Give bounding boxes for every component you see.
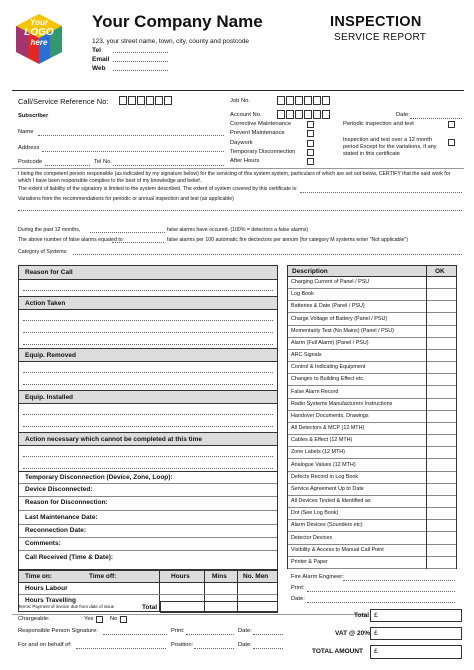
payment-terms: Terms: Payment of invoice due from date of issue	[18, 604, 115, 609]
equip-removed-label: Equip. Removed	[25, 352, 76, 359]
action-taken-header	[19, 296, 277, 310]
removed-line-2[interactable]	[23, 384, 273, 385]
false-alarm-text: false alarms have occured. (100% = detectors a false alarms)	[167, 227, 309, 233]
checklist-ok-cell[interactable]	[427, 301, 456, 313]
checklist-item: Radio Systems Manufacturers Instructions	[288, 399, 426, 411]
temp-disconnection-checkbox[interactable]	[307, 149, 314, 156]
footer-date2-label: Date:	[238, 642, 252, 648]
checklist-item: False Alarm Record	[288, 387, 426, 399]
checklist-ok-cell[interactable]	[427, 338, 456, 350]
corrective-checkbox[interactable]	[307, 121, 314, 128]
checklist-item: Handover Documents, Drawings	[288, 411, 426, 423]
tel-value-line[interactable]	[113, 52, 168, 53]
checklist-item: ARC Signals	[288, 350, 426, 362]
chargeable-yes-checkbox[interactable]	[96, 616, 103, 623]
checklist-ok-cells	[427, 277, 456, 569]
checklist-item: Alarm (Full Alarm) (Panel / PSU)	[288, 338, 426, 350]
header-divider	[12, 90, 464, 91]
reconnection-date-label: Reconnection Date:	[25, 527, 87, 534]
checklist-ok-cell[interactable]	[427, 533, 456, 545]
service-type-daywork: Daywork	[230, 140, 253, 146]
checklist-ok-cell[interactable]	[427, 411, 456, 423]
no-men-header: No. Men	[243, 573, 269, 580]
variations-text: Variations from the recommendations for periodic or annual inspection and test (as applicable)	[18, 196, 234, 202]
comments-label: Comments:	[25, 540, 61, 547]
reason-for-call-header	[19, 266, 277, 280]
checklist-ok-cell[interactable]	[427, 314, 456, 326]
time-row-divider	[19, 594, 277, 595]
checklist-rows	[288, 277, 426, 569]
company-name: Your Company Name	[92, 12, 263, 31]
checklist-ok-cell[interactable]	[427, 545, 456, 557]
disconnect-divider	[19, 471, 277, 472]
checklist-ok-cell[interactable]	[427, 496, 456, 508]
tel-no-label: Tel No.	[94, 159, 113, 165]
work-details-panel	[18, 265, 278, 570]
during-12-months-label: During the past 12 months,	[18, 227, 81, 233]
total-amount-label: TOTAL AMOUNT	[312, 648, 364, 655]
row-divider-5	[19, 537, 277, 538]
on-behalf-field[interactable]	[76, 648, 166, 649]
tel-no-field[interactable]	[113, 165, 224, 166]
email-value-line[interactable]	[113, 61, 168, 62]
checklist-item: Charge Voltage of Battery (Panel / PSU)	[288, 314, 426, 326]
address-label: Address	[18, 145, 40, 151]
checklist-item: Zone Labels (12 MTH)	[288, 447, 426, 459]
service-type-corrective: Corrective Maintenance	[230, 121, 292, 127]
equip-installed-header	[19, 390, 277, 404]
chargeable-yes-label: Yes	[84, 616, 94, 622]
checklist-item: Charging Current of Panel / PSU	[288, 277, 426, 289]
action-line-2[interactable]	[23, 332, 273, 333]
web-label: Web	[92, 65, 106, 72]
info-divider	[12, 168, 464, 169]
tel-label: Tel	[92, 47, 101, 54]
checklist-ok-cell[interactable]	[427, 460, 456, 472]
total-currency: £	[374, 612, 378, 619]
checklist-ok-cell[interactable]	[427, 374, 456, 386]
system-extent-field[interactable]	[300, 192, 462, 193]
time-total-box[interactable]	[160, 601, 278, 613]
per-100-text: false alarms per 100 automatic fire dectectors per annum (for category M systems enter "Not applicable")	[167, 237, 408, 243]
signature-field[interactable]	[103, 634, 167, 635]
last-maintenance-label: Last Maintenance Date:	[25, 514, 98, 521]
row-divider-3	[19, 510, 277, 511]
footer-date2-field[interactable]	[253, 648, 283, 649]
checklist-ok-cell[interactable]	[427, 472, 456, 484]
time-table-header	[19, 571, 277, 583]
false-alarm-rate-field[interactable]	[112, 242, 164, 243]
inspection-12-month-checkbox[interactable]	[448, 139, 455, 146]
checklist-ok-cell[interactable]	[427, 557, 456, 569]
engineer-field[interactable]	[343, 580, 455, 581]
not-completed-line-2[interactable]	[23, 468, 273, 469]
reason-for-disconnection-label: Reason for Disconnection:	[25, 499, 108, 506]
chargeable-no-checkbox[interactable]	[120, 616, 127, 623]
checklist-ok-cell[interactable]	[427, 447, 456, 459]
inspection-12-month-note: Inspection and test over a 12 month period Except for the variations, if any stated in this certificate	[343, 137, 437, 157]
footer-date-label: Date:	[238, 628, 252, 634]
checklist-item: Alarm Devices (Sounders etc)	[288, 520, 426, 532]
vat-currency: £	[374, 630, 378, 637]
prevent-checkbox[interactable]	[307, 130, 314, 137]
date-label: Date:	[396, 112, 410, 118]
above-number-label: The above number of false alarms equated to	[18, 237, 123, 243]
vat-label: VAT @ 20%	[335, 630, 370, 637]
total-amount-box[interactable]	[370, 645, 462, 659]
web-value-line[interactable]	[113, 70, 168, 71]
chargeable-no-label: No	[110, 616, 118, 622]
position-field[interactable]	[194, 648, 234, 649]
false-alarm-count-field[interactable]	[90, 232, 165, 233]
name-label: Name	[18, 129, 34, 135]
checklist-item: Control & Indicating Equipment	[288, 362, 426, 374]
checklist-ok-cell[interactable]	[427, 399, 456, 411]
engineer-date-field[interactable]	[307, 602, 455, 603]
checklist-description-header: Description	[292, 268, 328, 275]
variations-field[interactable]	[18, 210, 462, 211]
address-field[interactable]	[42, 151, 224, 152]
checklist-ok-cell[interactable]	[427, 350, 456, 362]
checklist-table	[287, 265, 457, 569]
checklist-ok-cell[interactable]	[427, 387, 456, 399]
action-not-completed-label: Action necessary which cannot be completed at this time	[25, 436, 202, 443]
job-no-boxes[interactable]	[277, 96, 330, 105]
category-label: Category of Systems:	[18, 249, 68, 255]
hours-labour-label: Hours Labour	[25, 585, 68, 592]
service-type-temp-disconnection: Temporary Disconnection	[230, 149, 296, 155]
call-ref-boxes[interactable]	[119, 96, 172, 105]
service-type-prevent: Prevent Maintenance	[230, 130, 285, 136]
checklist-item: All Devices Tested & Identified as	[288, 496, 426, 508]
footer-print-field[interactable]	[186, 634, 234, 635]
equip-removed-header	[19, 348, 277, 362]
call-ref-label: Call/Service Reference No:	[18, 97, 109, 106]
checklist-item: Service Agreement Up to Date	[288, 484, 426, 496]
category-field[interactable]	[73, 254, 462, 255]
device-disconnected-label: Device Disconnected:	[25, 486, 93, 493]
engineer-print-field[interactable]	[307, 591, 455, 592]
engineer-date-label: Date:	[291, 596, 305, 602]
checklist-item: Defects Record in Log Book	[288, 472, 426, 484]
job-no-label: Job No.	[230, 98, 250, 104]
periodic-checkbox[interactable]	[448, 121, 455, 128]
action-not-completed-header	[19, 432, 277, 446]
row-divider-1	[19, 483, 277, 484]
checklist-item: Log Book	[288, 289, 426, 301]
row-divider-4	[19, 524, 277, 525]
footer-print-label: Print:	[171, 628, 185, 634]
checklist-ok-cell[interactable]	[427, 520, 456, 532]
time-off-header: Time off:	[89, 573, 117, 580]
logo-placeholder-text: Your LOGO here	[24, 18, 54, 47]
checklist-item: Printer & Paper	[288, 557, 426, 569]
checklist-ok-cell[interactable]	[427, 326, 456, 338]
after-hours-checkbox[interactable]	[307, 158, 314, 165]
periodic-inspection-label: Periodic inspection and test	[343, 121, 414, 127]
company-address: 123, your street name, town, city, county and postcode	[92, 38, 250, 45]
checklist-item: Detector Devices	[288, 533, 426, 545]
account-no-label: Account No.	[230, 112, 262, 118]
removed-line-1[interactable]	[23, 372, 273, 373]
footer-divider	[12, 614, 367, 615]
checklist-ok-header: OK	[435, 268, 445, 275]
footer-date-field[interactable]	[253, 634, 283, 635]
signature-label: Responsible Person Signature:	[18, 628, 98, 634]
row-divider-2	[19, 496, 277, 497]
total-amount-currency: £	[374, 648, 378, 655]
call-received-label: Call Received (Time & Date):	[25, 554, 114, 561]
chargeable-label: Chargeable:	[18, 616, 50, 622]
subscriber-label: Subscriber	[18, 113, 49, 119]
daywork-checkbox[interactable]	[307, 140, 314, 147]
position-label: Position:	[171, 642, 194, 648]
action-line-3[interactable]	[23, 344, 273, 345]
account-no-boxes[interactable]	[277, 110, 330, 119]
installed-line-1[interactable]	[23, 414, 273, 415]
equip-installed-label: Equip. Installed	[25, 394, 74, 401]
checklist-item: Visibility & Access to Manual Call Point	[288, 545, 426, 557]
installed-line-2[interactable]	[23, 426, 273, 427]
report-title: INSPECTION	[330, 14, 422, 30]
checklist-item: All Detectors & MCP (12 MTH)	[288, 423, 426, 435]
postcode-field[interactable]	[45, 165, 90, 166]
engineer-print-label: Print:	[291, 585, 305, 591]
action-taken-label: Action Taken	[25, 300, 66, 307]
checklist-ok-cell[interactable]	[427, 362, 456, 374]
checklist-item: Changes to Building Effect etc.	[288, 374, 426, 386]
checklist-item: Analogue Values (12 MTH)	[288, 460, 426, 472]
vat-box[interactable]	[370, 627, 462, 640]
not-completed-line-1[interactable]	[23, 456, 273, 457]
checklist-item: Dot (See Log Book)	[288, 508, 426, 520]
hours-header: Hours	[171, 573, 190, 580]
hours-travelling-label: Hours Travelling	[25, 597, 76, 604]
total-box[interactable]	[370, 609, 462, 622]
liability-extent-text: The extent of liability of the signatory is limited to the system described. The extent of system covered by this certificate is:	[18, 186, 298, 192]
date-field[interactable]	[410, 118, 462, 119]
action-line-1[interactable]	[23, 320, 273, 321]
checklist-item: Momentarily Test (No Mains) (Panel / PSU)	[288, 326, 426, 338]
checklist-item: Batteries & Date (Panel / PSU)	[288, 301, 426, 313]
checklist-ok-cell[interactable]	[427, 277, 456, 289]
reason-line-1[interactable]	[23, 290, 273, 291]
checklist-ok-cell[interactable]	[427, 289, 456, 301]
reason-for-call-label: Reason for Call	[25, 269, 73, 276]
checklist-ok-cell[interactable]	[427, 423, 456, 435]
checklist-ok-cell[interactable]	[427, 508, 456, 520]
checklist-item: Cables & Effect (12 MTH)	[288, 435, 426, 447]
checklist-ok-cell[interactable]	[427, 484, 456, 496]
row-divider-6	[19, 550, 277, 551]
total-label: Total	[354, 612, 370, 619]
temp-disconnection-label: Temporary Disconnection (Device, Zone, Loop):	[25, 474, 173, 481]
name-field[interactable]	[38, 135, 224, 136]
report-subtitle: SERVICE REPORT	[334, 32, 427, 43]
service-type-after-hours: After Hours	[230, 158, 260, 164]
time-total-label: Total	[142, 604, 158, 611]
checklist-ok-cell[interactable]	[427, 435, 456, 447]
on-behalf-label: For and on behalf of:	[18, 642, 72, 648]
postcode-label: Postcode	[18, 159, 43, 165]
declaration-text: I being the competent person responsible (as indicated by my signature below) for the servicing of this system system, particulars of which are set out below, CERTIFY that the said work for which I have been responsible complies to the best of my knowledge and belief.	[18, 171, 451, 184]
mins-header: Mins	[212, 573, 227, 580]
engineer-label: Fire Alarm Engineer:	[291, 574, 344, 580]
time-on-header: Time on:	[25, 573, 52, 580]
email-label: Email	[92, 56, 110, 63]
